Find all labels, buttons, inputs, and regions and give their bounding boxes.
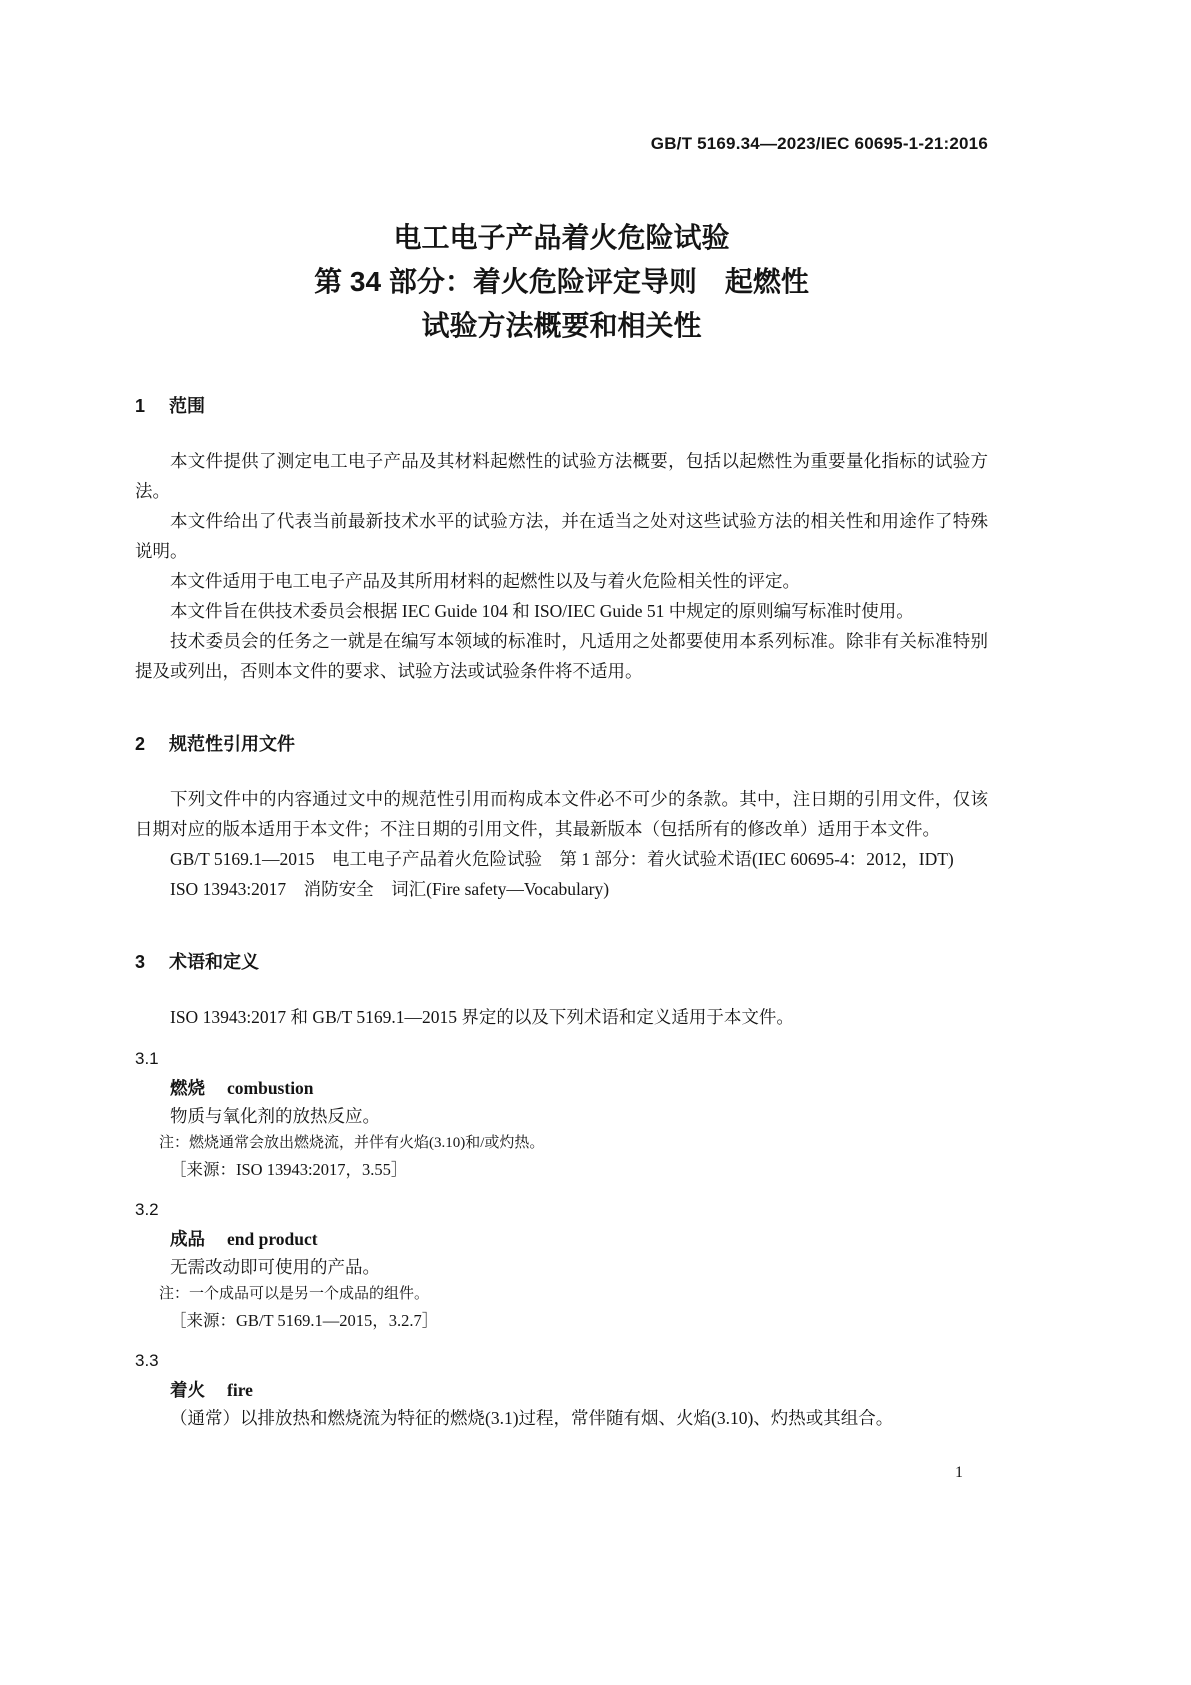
paragraph: 技术委员会的任务之一就是在编写本领域的标准时，凡适用之处都要使用本系列标准。除非有关标准特别提及或列出，否则本文件的要求、试验方法或试验条件将不适用。	[135, 631, 988, 681]
section-2-number: 2	[135, 734, 146, 754]
title-line-3: 试验方法概要和相关性	[421, 310, 702, 341]
paragraph: 本文件给出了代表当前最新技术水平的试验方法，并在适当之处对这些试验方法的相关性和用途作了特殊说明。	[135, 511, 988, 561]
term-english: combustion	[227, 1078, 314, 1098]
section-1-body	[135, 446, 988, 686]
term-name	[135, 1376, 988, 1404]
section-3-number: 3	[135, 952, 146, 972]
section-3-heading	[135, 950, 988, 974]
term-name	[135, 1074, 988, 1102]
paragraph: 下列文件中的内容通过文中的规范性引用而构成本文件必不可少的条款。其中，注日期的引用文件，仅该日期对应的版本适用于本文件；不注日期的引用文件，其最新版本（包括所有的修改单）适用于本文件。	[135, 789, 988, 839]
paragraph: 本文件旨在供技术委员会根据 IEC Guide 104 和 ISO/IEC Guide 51 中规定的原则编写标准时使用。	[170, 601, 914, 621]
term-note: 注：燃烧通常会放出燃烧流，并伴有火焰(3.10)和/或灼热。	[159, 1135, 545, 1151]
content-area	[135, 0, 988, 1432]
term-chinese: 燃烧	[170, 1078, 205, 1098]
term-entry	[135, 1046, 988, 1183]
term-definition: 无需改动即可使用的产品。	[170, 1257, 380, 1277]
term-entry	[135, 1348, 988, 1432]
section-2-body	[135, 784, 988, 904]
page-number: 1	[955, 1464, 963, 1481]
section-3-title: 术语和定义	[169, 952, 260, 972]
title-line-2: 第 34 部分：着火危险评定导则 起燃性	[314, 266, 809, 297]
section-2-title: 规范性引用文件	[169, 734, 296, 754]
paragraph: 本文件提供了测定电工电子产品及其材料起燃性的试验方法概要，包括以起燃性为重要量化指标的试验方法。	[135, 451, 988, 501]
term-definition: （通常）以排放热和燃烧流为特征的燃烧(3.1)过程，常伴随有烟、火焰(3.10)、灼热或其组合。	[170, 1408, 894, 1428]
document-title	[135, 216, 988, 348]
term-name	[135, 1225, 988, 1253]
term-number: 3.3	[135, 1351, 159, 1370]
term-english: end product	[227, 1229, 318, 1249]
section-3-body	[135, 1002, 988, 1432]
section-1-number: 1	[135, 396, 146, 416]
term-english: fire	[227, 1380, 253, 1400]
term-number: 3.2	[135, 1200, 159, 1219]
reference-entry: ISO 13943:2017 消防安全 词汇(Fire safety—Vocabulary)	[170, 879, 610, 899]
term-definition: 物质与氧化剂的放热反应。	[170, 1106, 380, 1126]
term-source: ［来源：ISO 13943:2017，3.55］	[170, 1160, 408, 1179]
paragraph: ISO 13943:2017 和 GB/T 5169.1—2015 界定的以及下列术语和定义适用于本文件。	[170, 1007, 794, 1027]
term-entry	[135, 1197, 988, 1334]
terms-list	[135, 1046, 988, 1432]
paragraph: 本文件适用于电工电子产品及其所用材料的起燃性以及与着火危险相关性的评定。	[170, 571, 800, 591]
term-note: 注：一个成品可以是另一个成品的组件。	[159, 1286, 430, 1302]
section-1-heading	[135, 394, 988, 418]
section-2-heading	[135, 732, 988, 756]
term-chinese: 成品	[170, 1229, 205, 1249]
reference-entry: GB/T 5169.1—2015 电工电子产品着火危险试验 第 1 部分：着火试验术语(IEC 60695-4：2012，IDT)	[170, 849, 954, 869]
term-chinese: 着火	[170, 1380, 205, 1400]
section-1-title: 范围	[169, 396, 206, 416]
title-line-1: 电工电子产品着火危险试验	[393, 222, 730, 253]
standard-code: GB/T 5169.34—2023/IEC 60695-1-21:2016	[650, 134, 988, 153]
term-source: ［来源：GB/T 5169.1—2015，3.2.7］	[170, 1311, 439, 1330]
term-number: 3.1	[135, 1049, 159, 1068]
